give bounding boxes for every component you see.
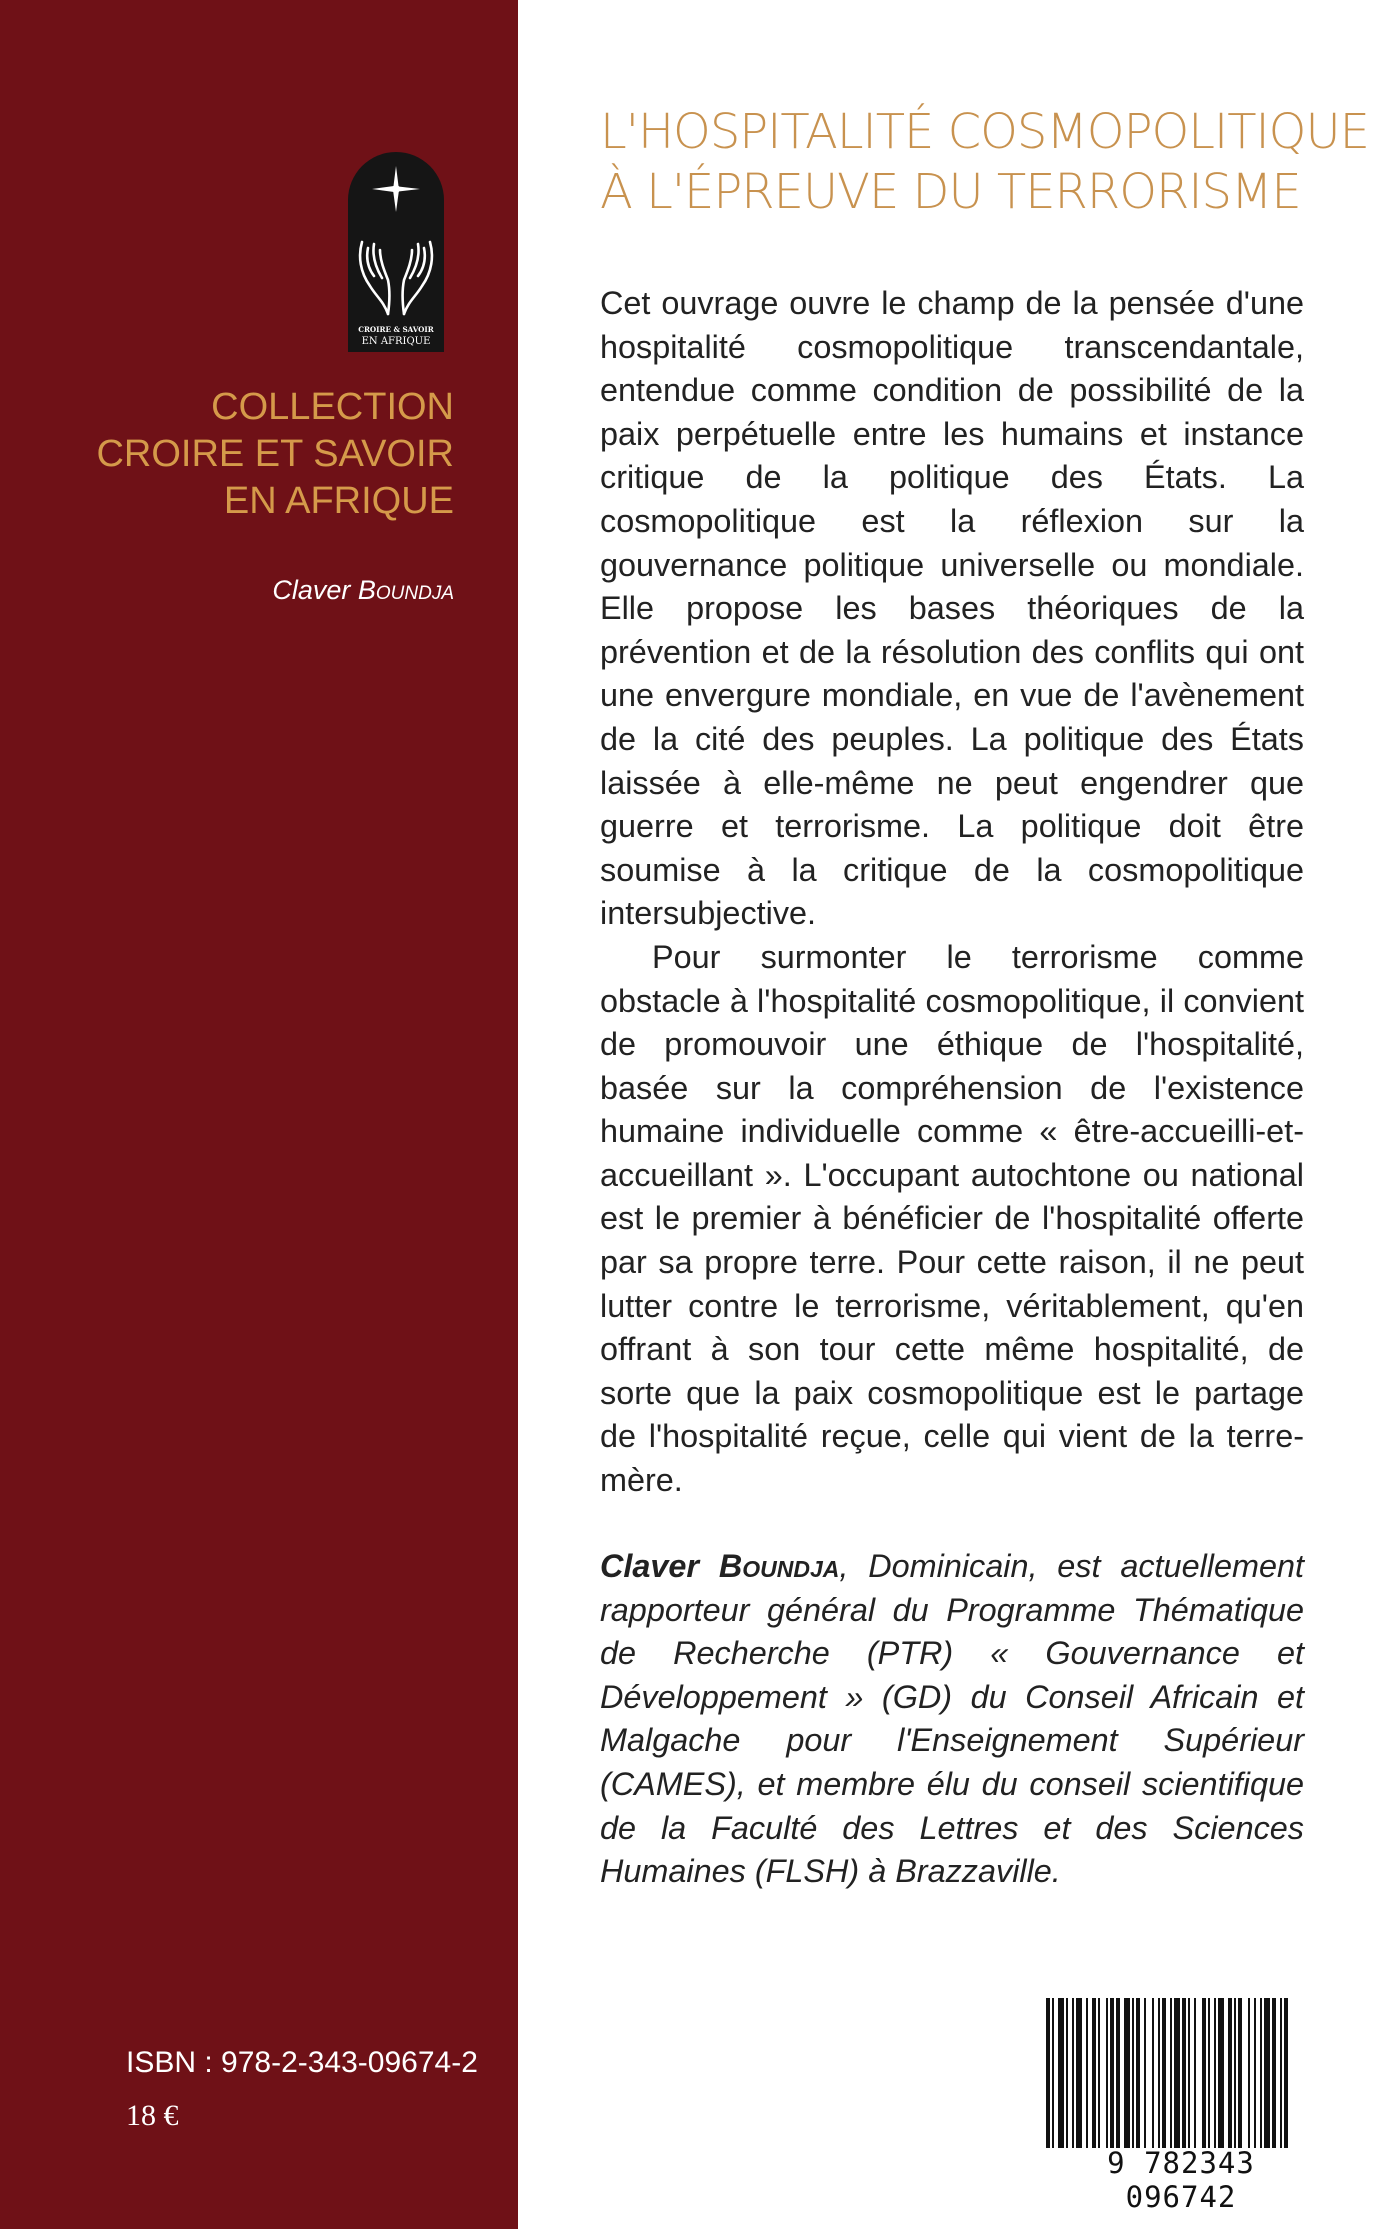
barcode-bar [1046, 1998, 1050, 2148]
barcode-bars [1038, 1998, 1316, 2148]
author-bio [600, 1545, 1304, 1894]
barcode-bar [1098, 1998, 1100, 2148]
barcode-bar [1144, 1998, 1146, 2148]
barcode-bar [1170, 1998, 1172, 2148]
title-line2: À L'ÉPREUVE DU TERRORISME [600, 164, 1301, 220]
logo-text-line2: EN AFRIQUE [361, 336, 431, 347]
barcode-bar [1124, 1998, 1130, 2148]
sidebar-author-last: Boundja [357, 575, 454, 605]
praying-hands-star-icon [348, 152, 444, 352]
barcode-bar [1248, 1998, 1250, 2148]
sidebar-author [272, 575, 454, 606]
bio-author-name [600, 1548, 839, 1584]
barcode-bar [1214, 1998, 1216, 2148]
collection-logo [348, 152, 444, 352]
barcode-bar [1132, 1998, 1134, 2148]
barcode-bar [1238, 1998, 1242, 2148]
barcode-bar [1202, 1998, 1206, 2148]
barcode-bar [1194, 1998, 1196, 2148]
logo-text-line1: CROIRE & SAVOIR [358, 325, 434, 334]
barcode-bar [1066, 1998, 1068, 2148]
collection-name [34, 384, 454, 525]
barcode-bar [1254, 1998, 1256, 2148]
isbn-label: ISBN : 978-2-343-09674-2 [126, 2046, 478, 2079]
barcode-bar [1086, 1998, 1088, 2148]
bio-text: , Dominicain, est actuellement rapporteur général du Programme Thématique de Recherche (PTR) « Gouvernance et Développement » (GD) du Conseil Africain et Malgache pour l'Enseignement Supérieur (CAMES), et membre élu du conseil scientifique de la Faculté des Lettres et des Sciences Humaines (FLSH) à Brazzaville. [600, 1548, 1304, 1890]
title-line1: L'HOSPITALITÉ COSMOPOLITIQUE [600, 104, 1369, 160]
barcode-bar [1182, 1998, 1186, 2148]
blurb [600, 282, 1304, 1503]
barcode-bar [1136, 1998, 1140, 2148]
blurb-paragraph-2: Pour surmonter le terrorisme comme obstacle à l'hospitalité cosmopolitique, il convient de promouvoir une éthique de l'hospitalité, basée sur la compréhension de l'existence humaine individuelle comme « être-accueilli-et-accueillant ». L'occupant autochtone ou national est le premier à bénéficier de l'hospitalité offerte par sa propre terre. Pour cette raison, il ne peut lutter contre le terrorisme, véritablement, qu'en offrant à son tour cette même hospitalité, de sorte que la paix cosmopolitique est le partage de l'hospitalité reçue, celle qui vient de la terre-mère. [600, 938, 1304, 1499]
barcode-bar [1284, 1998, 1288, 2148]
barcode-bar [1234, 1998, 1236, 2148]
sidebar-author-first: Claver [272, 575, 351, 605]
bio-name-last: Boundja [718, 1548, 840, 1584]
blurb-paragraph-1: Cet ouvrage ouvre le champ de la pensée d'une hospitalité cosmopolitique transcendantale, entendue comme condition de possibilité de la paix perpétuelle entre les humains et instance critique de la politique des États. La cosmopolitique est la réflexion sur la gouvernance politique universelle ou mondiale. Elle propose les bases théoriques de la prévention et de la résolution des conflits qui ont une envergure mondiale, en vue de l'avènement de la cité des peuples. La politique des États laissée à elle-même ne peut engendrer que guerre et terrorisme. La politique doit être soumise à la critique de la cosmopolitique intersubjective. [600, 285, 1304, 932]
barcode-bar [1158, 1998, 1160, 2148]
book-title [600, 102, 1369, 222]
barcode-bar [1152, 1998, 1154, 2148]
barcode-bar [1188, 1998, 1190, 2148]
barcode-bar [1076, 1998, 1082, 2148]
collection-line3: EN AFRIQUE [223, 480, 454, 522]
barcode-bar [1280, 1998, 1282, 2148]
barcode-bar [1272, 1998, 1276, 2148]
barcode-bar [1162, 1998, 1166, 2148]
barcode-bar [1260, 1998, 1262, 2148]
barcode-bar [1228, 1998, 1232, 2148]
barcode-bar [1174, 1998, 1180, 2148]
barcode-bar [1218, 1998, 1224, 2148]
barcode-digits: 9 782343 096742 [1107, 2146, 1255, 2214]
bio-name-first: Claver [600, 1548, 700, 1584]
barcode-bar [1092, 1998, 1096, 2148]
barcode-bar [1106, 1998, 1108, 2148]
collection-line2: CROIRE ET SAVOIR [96, 433, 454, 475]
barcode-bar [1072, 1998, 1074, 2148]
price-label: 18 € [126, 2099, 179, 2132]
barcode-bar [1052, 1998, 1054, 2148]
barcode-bar [1116, 1998, 1120, 2148]
barcode-bar [1110, 1998, 1114, 2148]
collection-line1: COLLECTION [211, 386, 454, 428]
barcode-bar [1264, 1998, 1270, 2148]
sidebar-panel [0, 0, 518, 2229]
barcode-bar [1208, 1998, 1210, 2148]
barcode-bar [1058, 1998, 1064, 2148]
